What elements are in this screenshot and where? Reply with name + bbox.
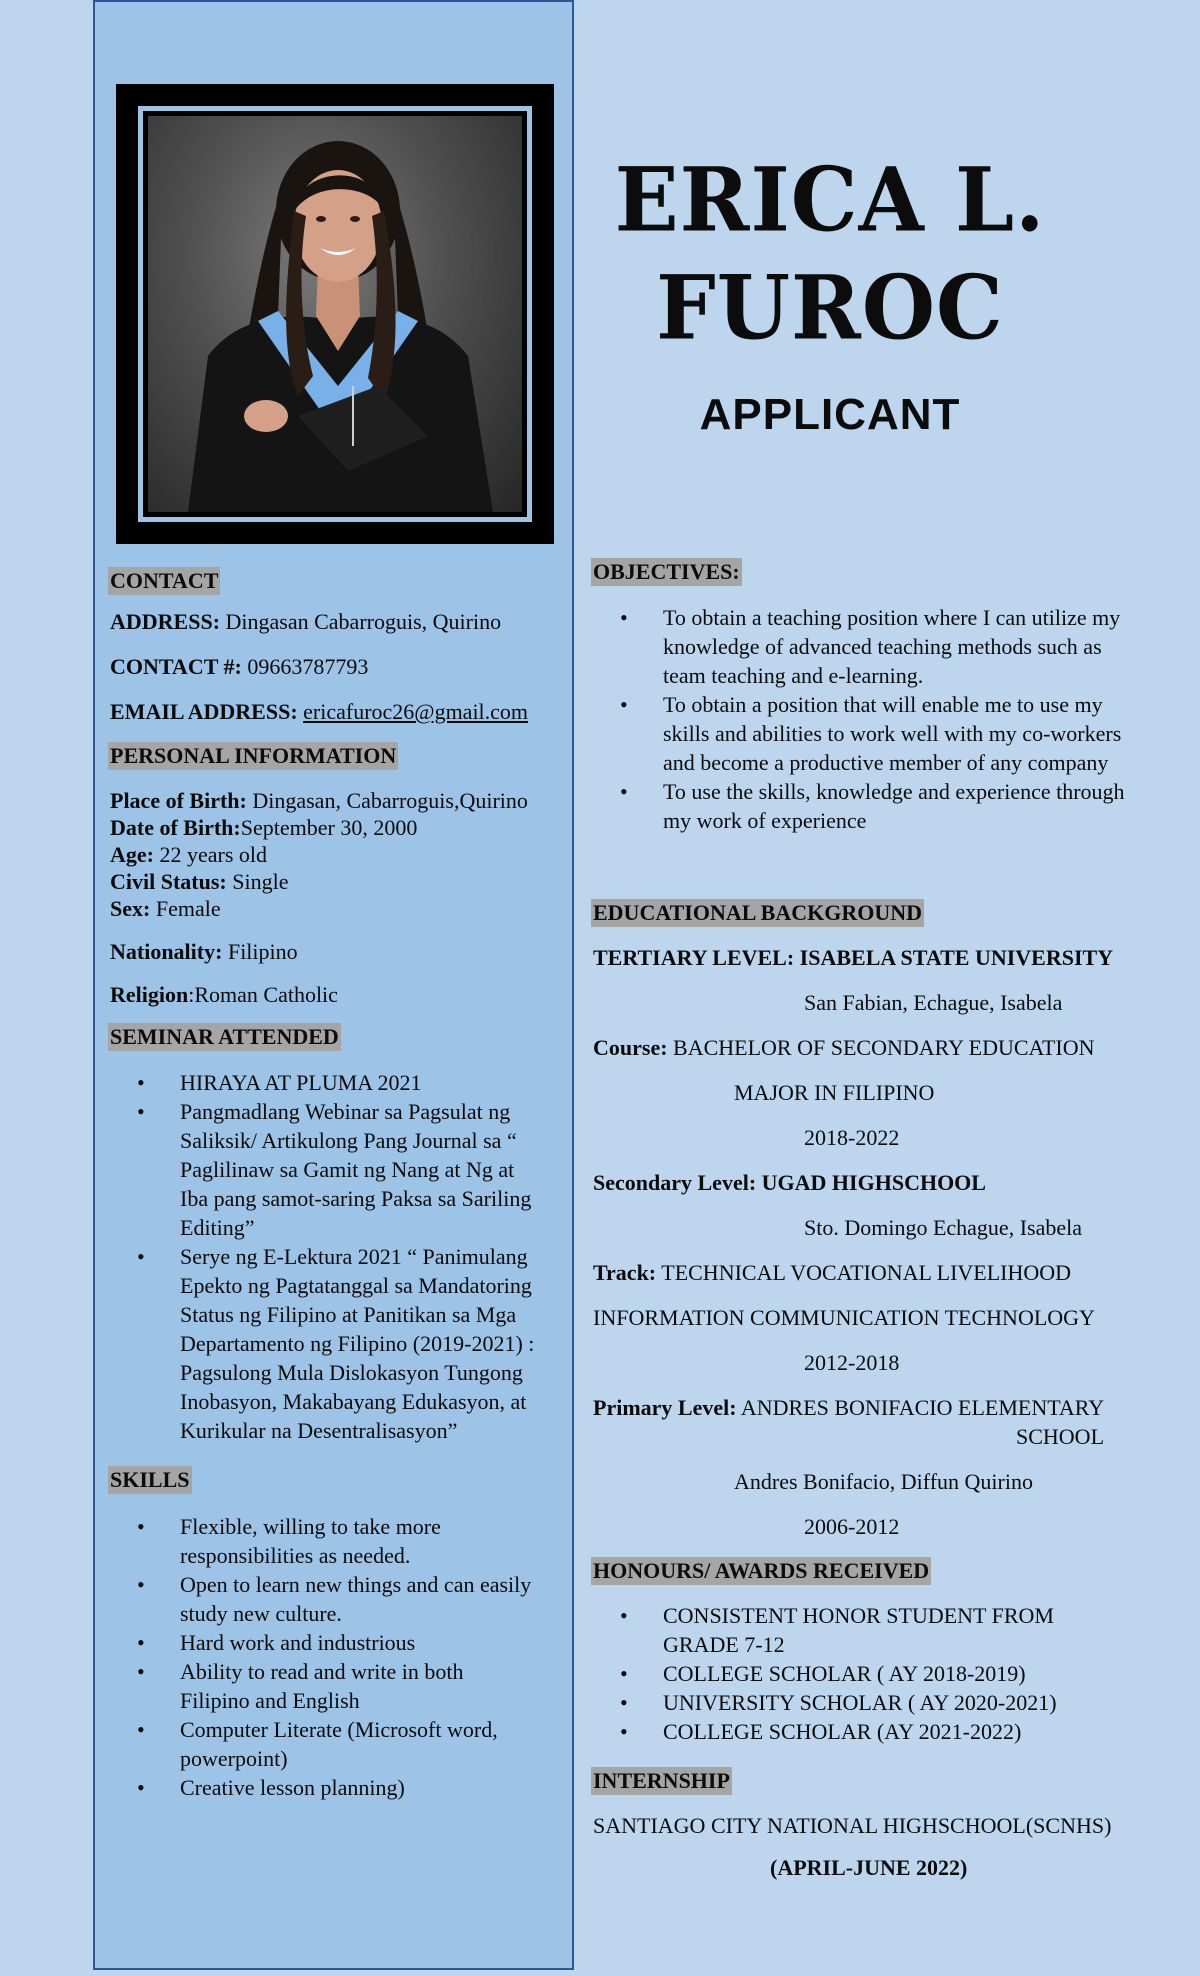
- skill-item-text: • Open to learn new things and can easily: [180, 1572, 532, 1597]
- seminar-item-text: Status ng Filipino at Panitikan sa Mga: [180, 1302, 517, 1327]
- objective-item: [593, 603, 1173, 690]
- tertiary-level-line: TERTIARY LEVEL: ISABELA STATE UNIVERSITY: [593, 945, 1114, 970]
- profile-photo: [148, 116, 522, 512]
- email-row: [110, 698, 528, 726]
- seminar-item-text: Epekto ng Pagtatanggal sa Mandatoring: [180, 1273, 532, 1298]
- tertiary-location: San Fabian, Echague, Isabela: [804, 990, 1063, 1015]
- skill-item: [110, 1512, 570, 1570]
- address-label: ADDRESS:: [110, 609, 221, 634]
- skill-item-text: Filipino and English: [180, 1688, 360, 1713]
- objective-item-text: and become a productive member of any company: [663, 750, 1109, 775]
- tertiary-years: 2018-2022: [804, 1125, 900, 1150]
- primary-level-row: [593, 1394, 1104, 1422]
- civil-status-value: Single: [232, 869, 289, 894]
- profile-photo-frame: [116, 84, 554, 544]
- email-link[interactable]: ericafuroc26@gmail.com: [303, 699, 529, 724]
- objectives-list: [593, 603, 1173, 835]
- course-value: BACHELOR OF SECONDARY EDUCATION: [673, 1035, 1095, 1060]
- objective-item-text: knowledge of advanced teaching methods such as: [663, 634, 1102, 659]
- religion-value: :Roman Catholic: [188, 982, 338, 1007]
- education-heading: EDUCATIONAL BACKGROUND: [593, 900, 923, 925]
- skills-heading: SKILLS: [110, 1467, 190, 1492]
- birthdate-label: Date of Birth:: [110, 815, 241, 840]
- seminar-item-text: Inobasyon, Makabayang Edukasyon, at: [180, 1389, 527, 1414]
- birthdate-row: [110, 814, 417, 842]
- honour-item: [593, 1688, 1173, 1717]
- seminar-item-text: Kurikular na Desentralisasyon”: [180, 1418, 458, 1443]
- seminar-item-text: Editing”: [180, 1215, 255, 1240]
- honour-item-text: • COLLEGE SCHOLAR ( AY 2018-2019): [663, 1661, 1026, 1686]
- internship-school: SANTIAGO CITY NATIONAL HIGHSCHOOL(SCNHS): [593, 1813, 1112, 1838]
- seminar-item-text: • HIRAYA AT PLUMA 2021: [180, 1070, 422, 1095]
- objective-item-text: my work of experience: [663, 808, 867, 833]
- objective-item-text: team teaching and e-learning.: [663, 663, 924, 688]
- honour-item-text: • UNIVERSITY SCHOLAR ( AY 2020-2021): [663, 1690, 1057, 1715]
- primary-school-line2: SCHOOL: [1016, 1424, 1105, 1449]
- seminar-heading: SEMINAR ATTENDED: [110, 1024, 339, 1049]
- sex-row: [110, 895, 221, 923]
- track-row: [593, 1259, 1071, 1287]
- age-label: Age:: [110, 842, 154, 867]
- skill-item: [110, 1657, 570, 1715]
- contact-heading: CONTACT: [110, 568, 219, 593]
- skill-item-text: • Hard work and industrious: [180, 1630, 416, 1655]
- applicant-name-line2: FUROC: [656, 255, 1004, 360]
- seminar-item-text: • Pangmadlang Webinar sa Pagsulat ng: [180, 1099, 511, 1124]
- course-major: MAJOR IN FILIPINO: [734, 1080, 935, 1105]
- primary-school: ANDRES BONIFACIO ELEMENTARY: [740, 1395, 1105, 1420]
- secondary-level-row: [593, 1169, 986, 1197]
- objective-item-text: • To use the skills, knowledge and experience through: [663, 779, 1125, 804]
- seminar-item-text: Pagsulong Mula Dislokasyon Tungong: [180, 1360, 523, 1385]
- honours-list: [593, 1601, 1173, 1746]
- skill-item: [110, 1715, 570, 1773]
- graduate-portrait-illustration: [148, 116, 522, 512]
- secondary-label: Secondary Level:: [593, 1170, 757, 1195]
- honour-item-text: • CONSISTENT HONOR STUDENT FROM: [663, 1603, 1054, 1628]
- sex-label: Sex:: [110, 896, 151, 921]
- email-label: EMAIL ADDRESS:: [110, 699, 298, 724]
- skill-item: [110, 1628, 570, 1657]
- phone-value: 09663787793: [247, 654, 369, 679]
- age-value: 22 years old: [159, 842, 268, 867]
- objective-item-text: • To obtain a position that will enable me to use my: [663, 692, 1103, 717]
- honour-item: [593, 1717, 1173, 1746]
- birthplace-value: Dingasan, Cabarroguis,Quirino: [252, 788, 528, 813]
- religion-row: [110, 981, 338, 1009]
- seminar-item-text: Iba pang samot-saring Paksa sa Sariling: [180, 1186, 532, 1211]
- course-row: [593, 1034, 1095, 1062]
- personal-info-heading: PERSONAL INFORMATION: [110, 743, 397, 768]
- secondary-location: Sto. Domingo Echague, Isabela: [804, 1215, 1082, 1240]
- track-label: Track:: [593, 1260, 657, 1285]
- skill-item-text: • Creative lesson planning): [180, 1775, 405, 1800]
- seminar-item-text: Paglilinaw sa Gamit ng Nang at Ng at: [180, 1157, 515, 1182]
- nationality-row: [110, 938, 298, 966]
- secondary-years: 2012-2018: [804, 1350, 900, 1375]
- civil-status-row: [110, 868, 288, 896]
- primary-location: Andres Bonifacio, Diffun Quirino: [734, 1469, 1033, 1494]
- birthplace-row: [110, 787, 528, 815]
- applicant-name-line1: ERICA L.: [614, 147, 1046, 252]
- skill-item-text: • Computer Literate (Microsoft word,: [180, 1717, 498, 1742]
- phone-label: CONTACT #:: [110, 654, 242, 679]
- civil-status-label: Civil Status:: [110, 869, 227, 894]
- track-value: TECHNICAL VOCATIONAL LIVELIHOOD: [661, 1260, 1072, 1285]
- honours-heading: HONOURS/ AWARDS RECEIVED: [593, 1558, 930, 1583]
- honour-item: [593, 1601, 1173, 1659]
- skill-item-text: • Ability to read and write in both: [180, 1659, 464, 1684]
- skill-item-text: study new culture.: [180, 1601, 342, 1626]
- objectives-heading: OBJECTIVES:: [593, 559, 740, 584]
- internship-heading: INTERNSHIP: [593, 1768, 730, 1793]
- religion-label: Religion: [110, 982, 189, 1007]
- seminar-list: [110, 1068, 570, 1445]
- nationality-label: Nationality:: [110, 939, 223, 964]
- skill-item-text: • Flexible, willing to take more: [180, 1514, 441, 1539]
- course-label: Course:: [593, 1035, 668, 1060]
- phone-row: [110, 653, 368, 681]
- nationality-value: Filipino: [227, 939, 298, 964]
- seminar-item: [110, 1097, 570, 1242]
- seminar-item: [110, 1068, 570, 1097]
- seminar-item-text: Saliksik/ Artikulong Pang Journal sa “: [180, 1128, 517, 1153]
- seminar-item-text: • Serye ng E-Lektura 2021 “ Panimulang: [180, 1244, 528, 1269]
- address-value: Dingasan Cabarroguis, Quirino: [225, 609, 502, 634]
- honour-item-text: • COLLEGE SCHOLAR (AY 2021-2022): [663, 1719, 1022, 1744]
- sex-value: Female: [155, 896, 221, 921]
- seminar-item: [110, 1242, 570, 1445]
- honour-item: [593, 1659, 1173, 1688]
- birthplace-label: Place of Birth:: [110, 788, 247, 813]
- skill-item: [110, 1570, 570, 1628]
- primary-years: 2006-2012: [804, 1514, 900, 1539]
- objective-item-text: skills and abilities to work well with my co-workers: [663, 721, 1122, 746]
- honour-item-text: GRADE 7-12: [663, 1632, 785, 1657]
- address-row: [110, 608, 501, 636]
- skills-list: [110, 1512, 570, 1802]
- skill-item-text: powerpoint): [180, 1746, 288, 1771]
- birthdate-value: September 30, 2000: [240, 815, 418, 840]
- objective-item: [593, 777, 1173, 835]
- primary-label: Primary Level:: [593, 1395, 737, 1420]
- skill-item: [110, 1773, 570, 1802]
- objective-item: [593, 690, 1173, 777]
- track-value-line2: INFORMATION COMMUNICATION TECHNOLOGY: [593, 1305, 1095, 1330]
- seminar-item-text: Departamento ng Filipino (2019-2021) :: [180, 1331, 535, 1356]
- secondary-school: UGAD HIGHSCHOOL: [761, 1170, 986, 1195]
- applicant-role: APPLICANT: [699, 390, 961, 439]
- skill-item-text: responsibilities as needed.: [180, 1543, 411, 1568]
- internship-period: (APRIL-JUNE 2022): [770, 1855, 968, 1880]
- age-row: [110, 841, 267, 869]
- objective-item-text: • To obtain a teaching position where I can utilize my: [663, 605, 1121, 630]
